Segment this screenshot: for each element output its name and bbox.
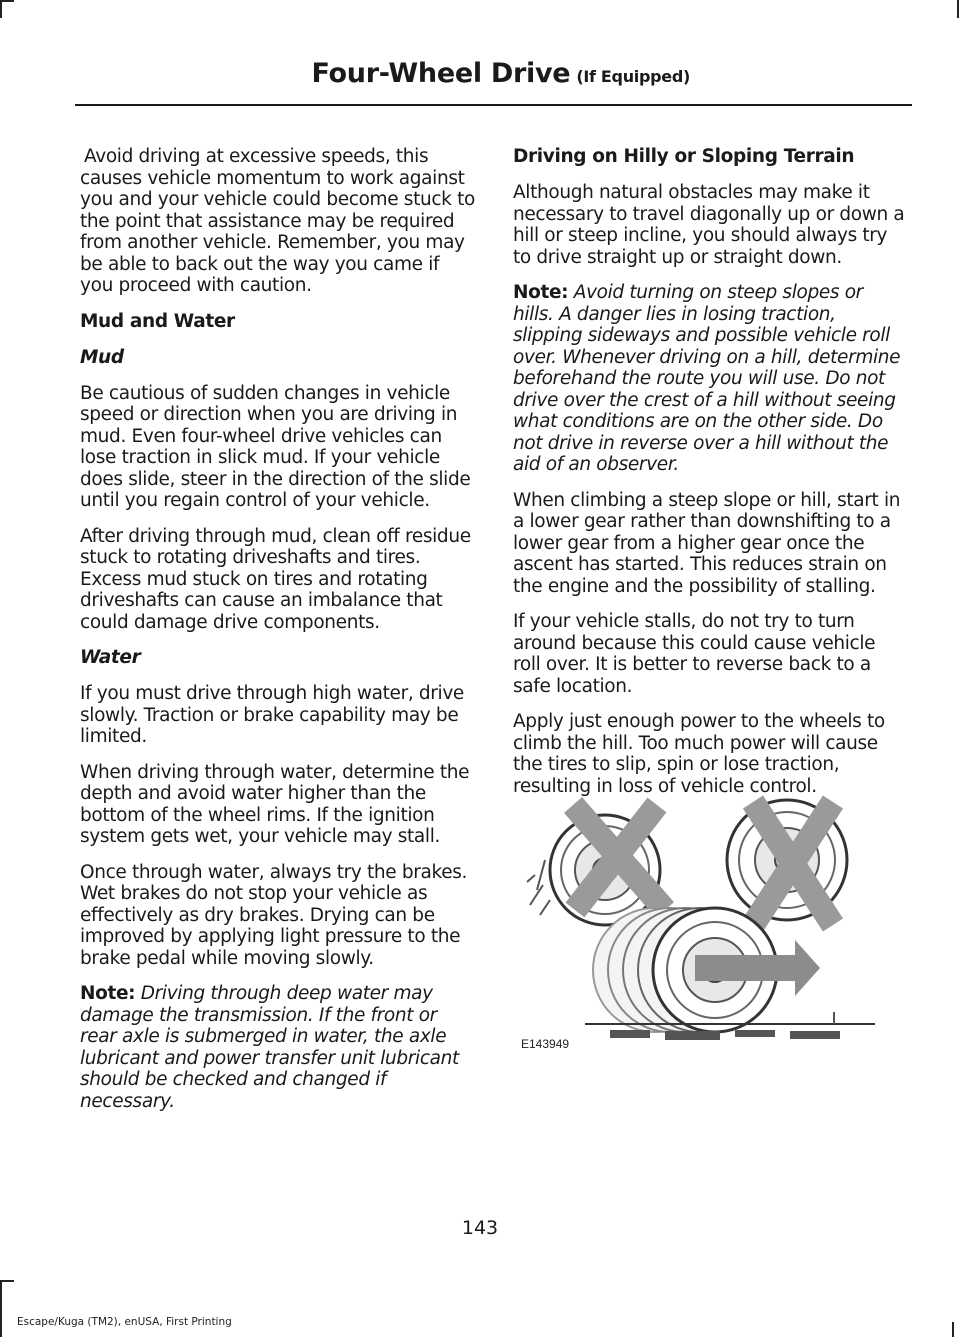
left-column (80, 146, 475, 1126)
note-text: Driving through deep water may damage the transmission. If the front or rear axle is submerged in water, the axle lubricant and power transfer unit lubricant should be checked and changed if necessary. (80, 983, 459, 1112)
heading-hilly-terrain: Driving on Hilly or Sloping Terrain (513, 146, 855, 167)
paragraph-mud-caution: Be cautious of sudden changes in vehicle speed or direction when you are driving in mud. Even four-wheel drive vehicles can lose traction in slick mud. If your vehicle does slide, steer in the direction of the slide until you regain control of your vehicle. (80, 382, 471, 511)
page-number: 143 (461, 1217, 499, 1239)
subheading-mud: Mud (80, 346, 124, 368)
page-header-title (312, 58, 691, 89)
paragraph-stalls: If your vehicle stalls, do not try to turn around because this could cause vehicle roll over. It is better to reverse back to a safe location. (513, 611, 876, 697)
paragraph-lower-gear: When climbing a steep slope or hill, start in a lower gear rather than downshifting to a lower gear from a higher gear once the ascent has started. This reduces strain on the engine and the possibility of stalling. (513, 489, 901, 597)
right-column (513, 146, 908, 811)
paragraph-power: Apply just enough power to the wheels to climb the hill. Too much power will cause the tires to slip, spin or lose traction, resulting in loss of vehicle control. (513, 711, 885, 797)
header-title-text: Four-Wheel Drive (311, 58, 571, 89)
paragraph-excessive-speed: Avoid driving at excessive speeds, this causes vehicle momentum to work against you and your vehicle could become stuck to the point that assistance may be required from another vehicle. Remember, you may be able to back out the way you came if you proceed with caution. (80, 146, 475, 296)
paragraph-water-depth: When driving through water, determine the depth and avoid water higher than the bottom of the wheel rims. If the ignition system gets wet, your vehicle may stall. (80, 761, 470, 847)
wheel-crossed-icon (727, 800, 847, 925)
figure-code: E143949 (521, 1037, 570, 1051)
crop-mark-top-left (0, 0, 2, 18)
note-deep-water (80, 983, 475, 1112)
rolling-wheel-arrow-icon (593, 908, 820, 1032)
subheading-water: Water (80, 647, 141, 668)
crop-mark-bottom-left-h (0, 1280, 14, 1282)
header-rule (75, 104, 912, 106)
note-label: Note: (80, 983, 136, 1004)
note-text: Avoid turning on steep slopes or hills. A danger lies in losing traction, slipping sideways and possible vehicle roll over. Whenever driving on a hill, determine beforehand the route you will use. Do not drive over the crest of a hill without seeing what conditions are on the other side. Do not drive in reverse over a hill without the aid of an observer. (513, 282, 901, 475)
crop-mark-top-left-h (0, 0, 14, 2)
illustration-svg (515, 790, 880, 1055)
header-title-suffix: (If Equipped) (576, 67, 690, 86)
crop-mark-bottom-left (0, 1280, 2, 1337)
crop-mark-top-right (957, 0, 959, 18)
page-footer: Escape/Kuga (TM2), enUSA, First Printing (17, 1316, 232, 1328)
spinning-wheel-crossed-icon (527, 805, 665, 925)
paragraph-mud-clean: After driving through mud, clean off residue stuck to rotating driveshafts and tires. Excess mud stuck on tires and rotating driveshafts can cause an imbalance that could damage drive components. (80, 525, 471, 633)
paragraph-water-slowly: If you must drive through high water, drive slowly. Traction or brake capability may be limited. (80, 683, 464, 747)
paragraph-straight-up-down: Although natural obstacles may make it necessary to travel diagonally up or down a hill or steep incline, you should always try to drive straight up or straight down. (513, 182, 905, 268)
paragraph-water-brakes: Once through water, always try the brakes. Wet brakes do not stop your vehicle as effectively as dry brakes. Drying can be improved by applying light pressure to the brake pedal while moving slowly. (80, 861, 468, 969)
crop-mark-bottom-right (952, 1322, 954, 1337)
heading-mud-and-water: Mud and Water (80, 310, 235, 332)
note-steep-slopes (513, 282, 908, 476)
note-label: Note: (513, 282, 569, 303)
hill-climb-illustration (515, 790, 880, 1055)
